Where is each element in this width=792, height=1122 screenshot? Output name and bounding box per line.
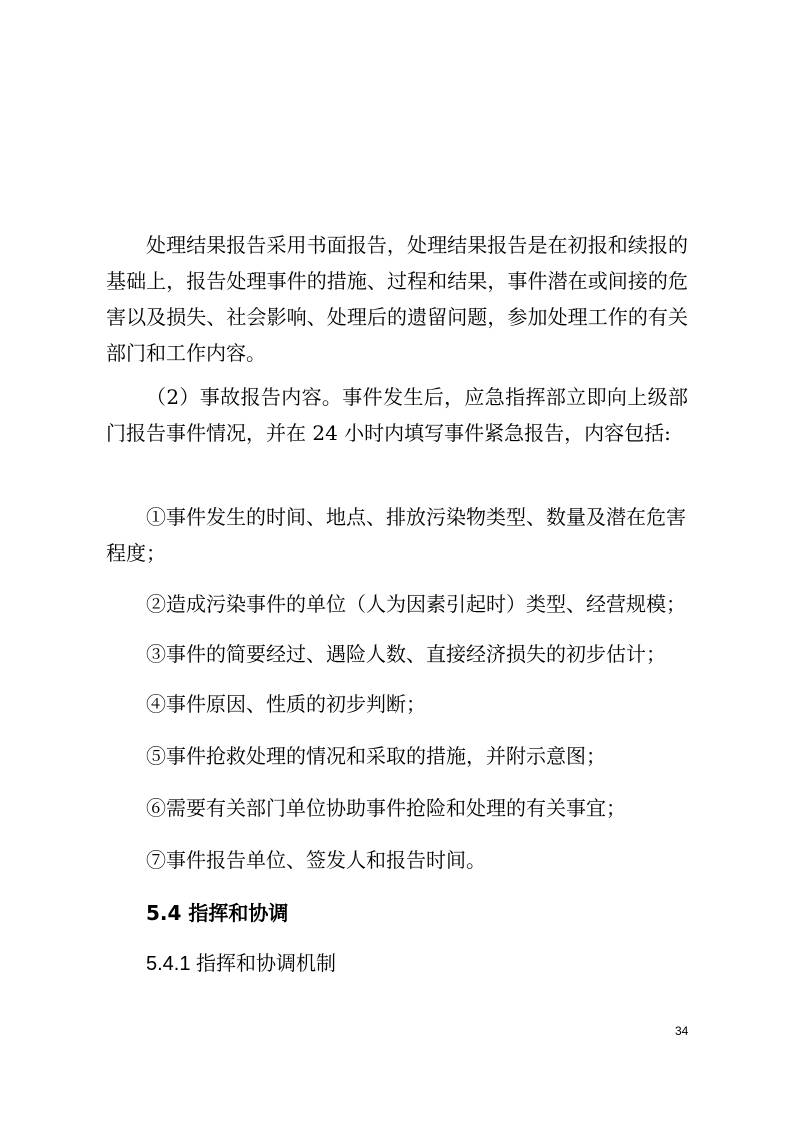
page-number: 34	[675, 1024, 689, 1038]
subsection-heading: 5.4.1 指挥和协调机制	[146, 953, 337, 975]
list-item: ⑤事件抢救处理的情况和采取的措施，并附示意图；	[146, 744, 606, 768]
list-item: ①事件发生的时间、地点、排放污染物类型、数量及潜在危害程度；	[106, 505, 686, 565]
list-item: ⑥需要有关部门单位协助事件抢险和处理的有关事宜；	[146, 796, 626, 820]
list-item: ②造成污染事件的单位（人为因素引起时）类型、经营规模；	[146, 592, 686, 616]
paragraph-report-content: （2）事故报告内容。事件发生后，应急指挥部立即向上级部门报告事件情况，并在 24 小时内填写事件紧急报告，内容包括:	[106, 385, 688, 445]
list-item: ③事件的简要经过、遇险人数、直接经济损失的初步估计；	[146, 642, 666, 666]
paragraph-result-report: 处理结果报告采用书面报告，处理结果报告是在初报和续报的基础上，报告处理事件的措施、过程和结果，事件潜在或间接的危害以及损失、社会影响、处理后的遗留问题，参加处理工作的有关部门和工作内容。	[106, 233, 688, 365]
list-item: ⑦事件报告单位、签发人和报告时间。	[146, 848, 486, 872]
list-item: ④事件原因、性质的初步判断；	[146, 692, 426, 716]
section-heading: 5.4 指挥和协调	[146, 901, 289, 925]
